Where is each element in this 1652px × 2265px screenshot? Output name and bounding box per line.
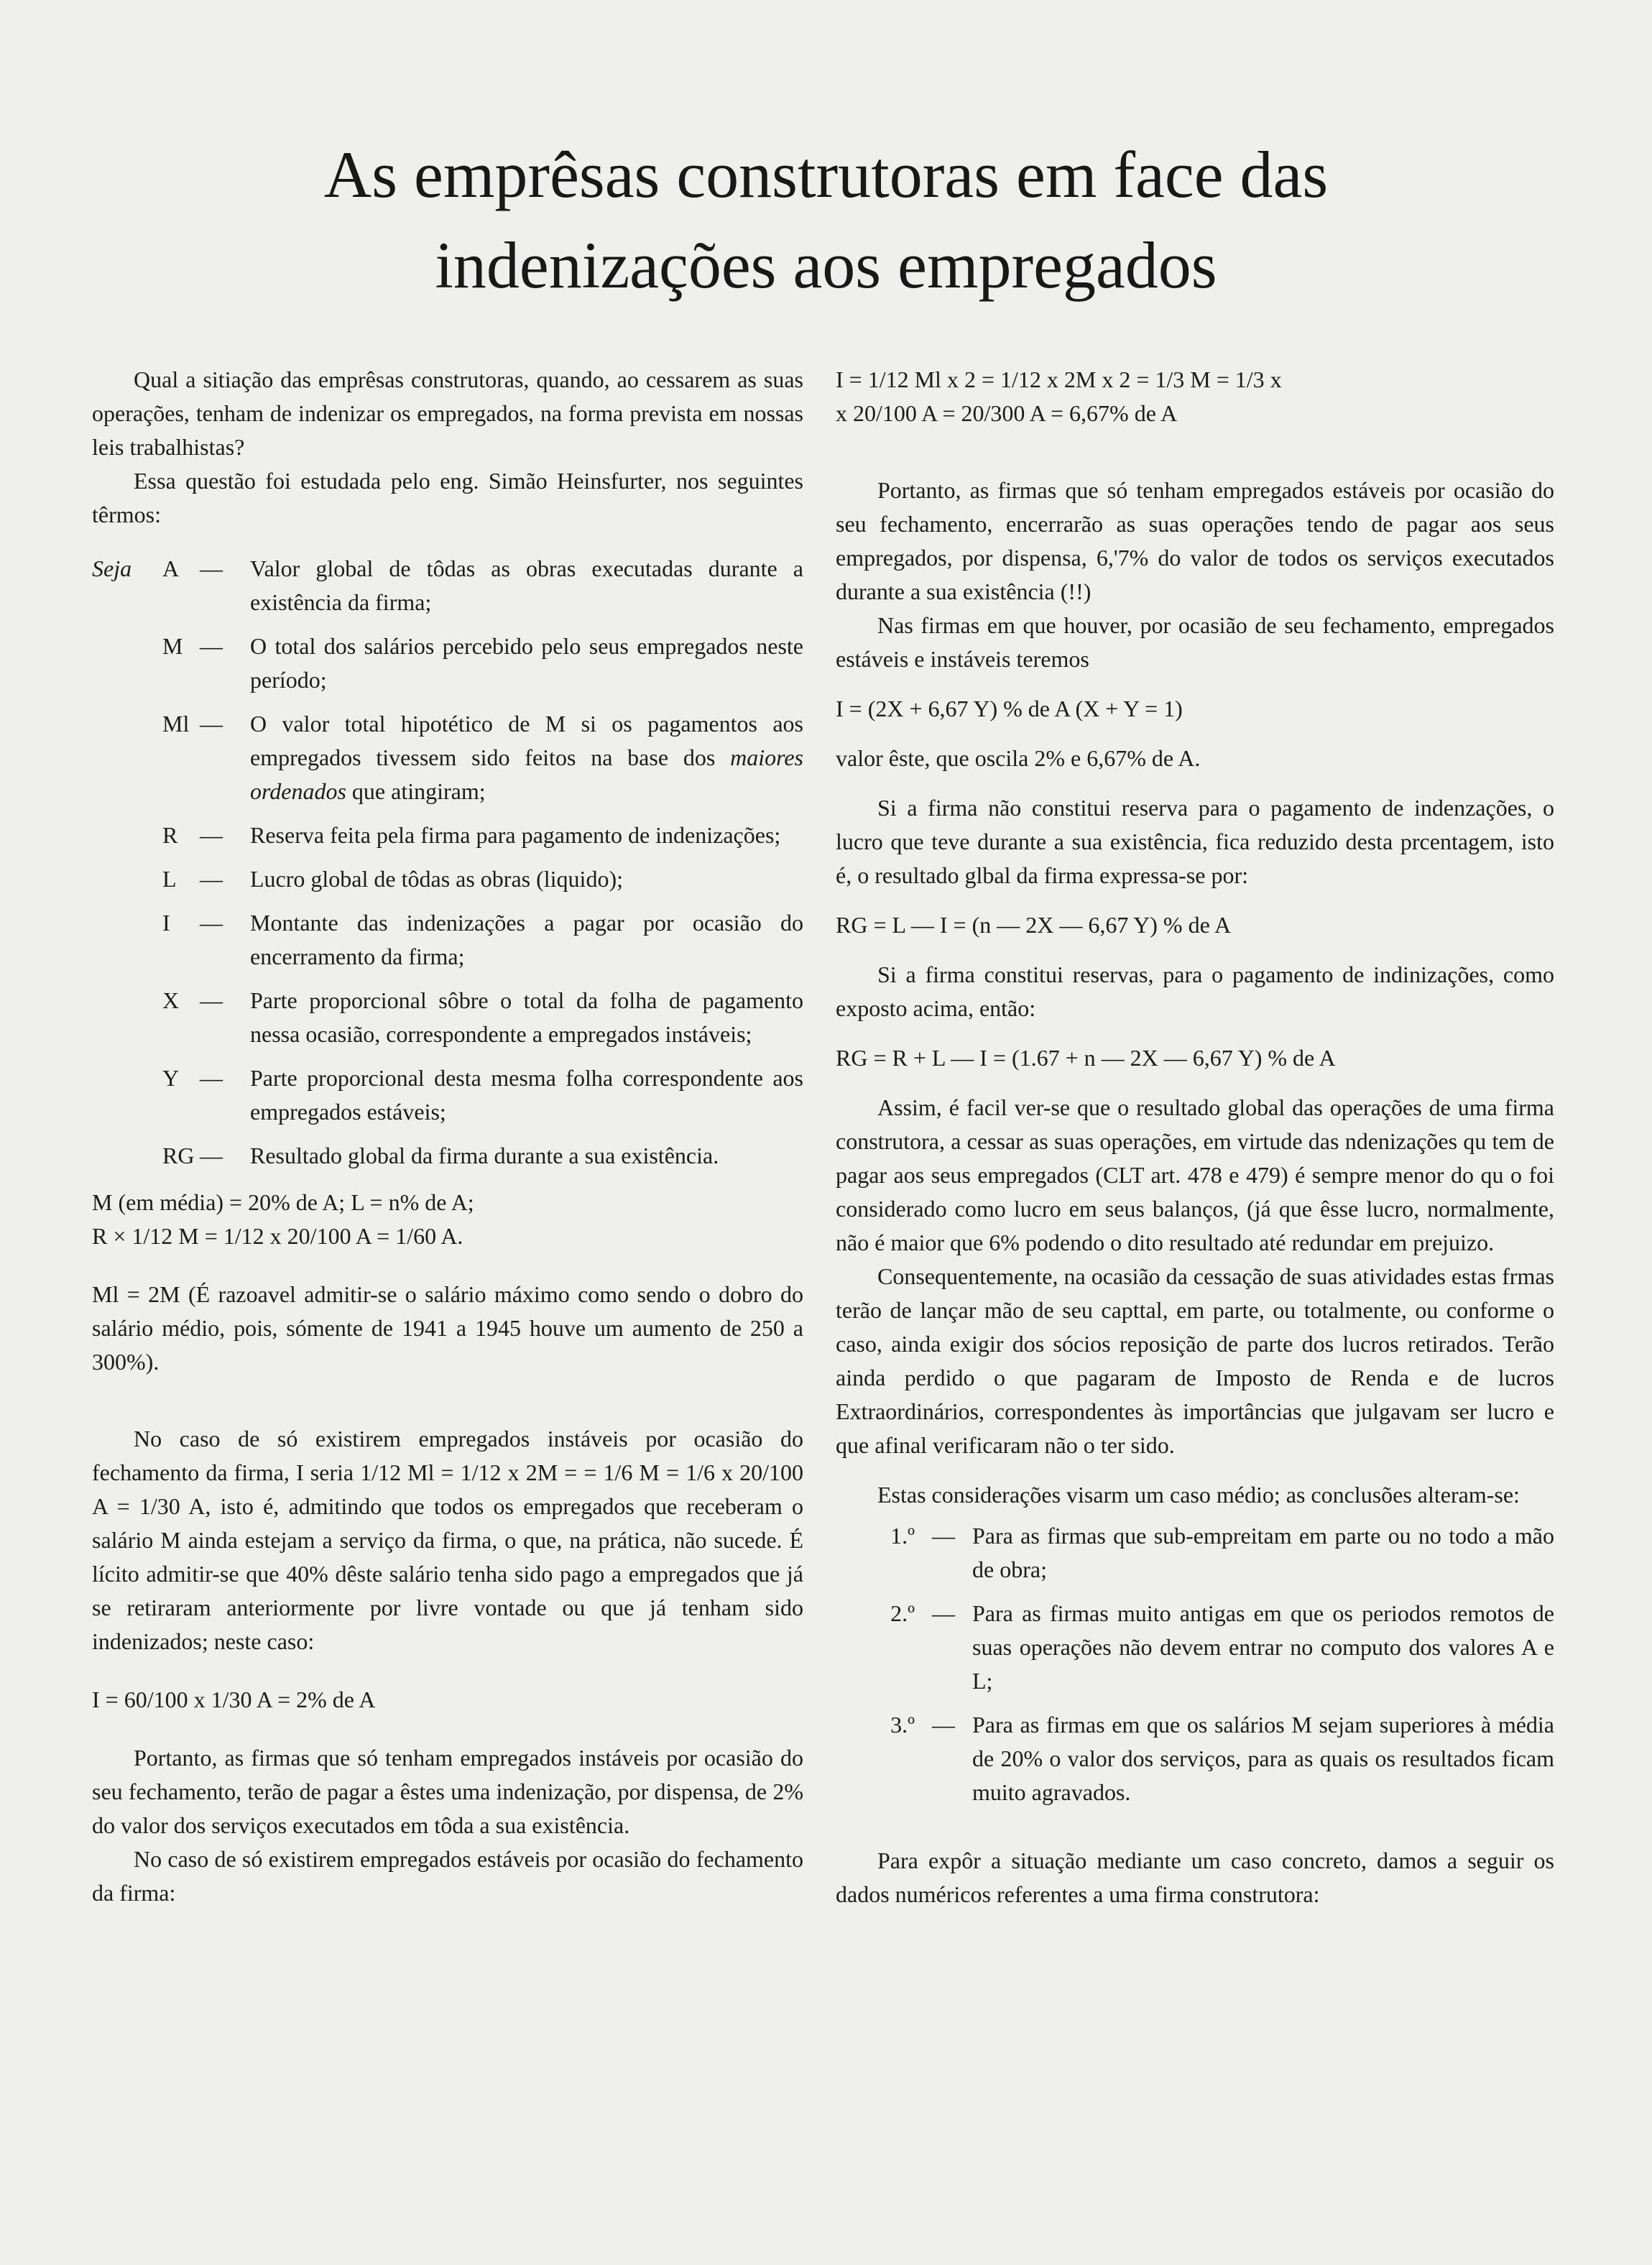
equation: RG = R + L — I = (1.67 + n — 2X — 6,67 Y) % de A: [836, 1045, 1336, 1071]
definition-text: O valor total hipotético de M si os pagamentos aos empregados tivessem sido feitos na base dos maiores ordenados que atingiram;: [250, 711, 803, 804]
list-item-text: Para as firmas em que os salários M sejam superiores à média de 20% o valor dos serviços, para as quais os resultados ficam muito agravados.: [972, 1712, 1554, 1805]
definition-symbol: A: [162, 555, 180, 581]
definition-symbol: Ml: [162, 711, 190, 737]
definition-text: O total dos salários percebido pelo seus empregados neste período;: [250, 633, 803, 693]
paragraph: valor êste, que oscila 2% e 6,67% de A.: [836, 745, 1201, 771]
paragraph: Ml = 2M (É razoavel admitir-se o salário máximo como sendo o dobro do salário médio, pois, sómente de 1941 a 1945 houve um aumento de 250 a 300%).: [92, 1281, 803, 1375]
paragraph: Consequentemente, na ocasião da cessação de suas atividades estas frmas terão de lançar mão de seu capttal, em parte, ou totalmente, ou conforme o caso, ainda exigir dos sócios reposição de parte dos lucros retirados. Terão ainda perdido o que pagaram de Imposto de Renda e de lucros Extraordinários, correspondentes às importâncias que julgavam ser lucro e que afinal verificaram não o ter sido.: [836, 1263, 1554, 1458]
definition-dash: —: [200, 910, 223, 936]
list-item-number: 2.º: [890, 1600, 915, 1626]
definition-item: [92, 629, 803, 697]
definition-item: [92, 1139, 803, 1173]
paragraph: No caso de só existirem empregados estáveis por ocasião do fechamento da firma:: [92, 1846, 803, 1906]
definition-symbol: I: [162, 910, 170, 936]
definition-dash: —: [200, 822, 223, 848]
list-item: [836, 1708, 1554, 1809]
list-item-text: Para as firmas muito antigas em que os periodos remotos de suas operações não devem entrar no computo dos valores A e L;: [972, 1600, 1554, 1694]
emphasis-text: maiores ordenados: [250, 744, 803, 804]
definition-text: Valor global de tôdas as obras executadas durante a existência da firma;: [250, 555, 803, 615]
paragraph: Assim, é facil ver-se que o resultado global das operações de uma firma construtora, a cessar as suas operações, em virtude das ndenizações qu tem de pagar aos seus empregados (CLT art. 478 e 479) é sempre menor do qu o foi considerado como lucro em seus balanços, (já que êsse lucro, normalmente, não é maior que 6% podendo o dito resultado até redundar em prejuizo.: [836, 1094, 1554, 1255]
left-column: [92, 363, 803, 1910]
equation: R × 1/12 M = 1/12 x 20/100 A = 1/60 A.: [92, 1223, 463, 1249]
definition-dash: —: [200, 711, 223, 737]
conclusions-list: [836, 1519, 1554, 1809]
definition-item: [92, 984, 803, 1051]
list-item: [836, 1519, 1554, 1587]
list-item-dash: —: [932, 1600, 955, 1626]
definition-dash: —: [200, 866, 223, 892]
definition-symbol: M: [162, 633, 183, 659]
definition-dash: —: [200, 1143, 223, 1168]
intro-paragraph: Qual a sitiação das emprêsas construtoras, quando, ao cessarem as suas operações, tenham de indenizar os empregados, na forma prevista em nossas leis trabalhistas?: [92, 366, 803, 460]
definition-dash: —: [200, 987, 223, 1013]
equation: M (em média) = 20% de A; L = n% de A;: [92, 1189, 474, 1215]
definition-text: Lucro global de tôdas as obras (liquido);: [250, 866, 623, 892]
list-item-text: Para as firmas que sub-empreitam em parte ou no todo a mão de obra;: [972, 1523, 1554, 1582]
paragraph: Para expôr a situação mediante um caso concreto, damos a seguir os dados numéricos referentes a uma firma construtora:: [836, 1847, 1554, 1907]
definition-text: Reserva feita pela firma para pagamento de indenizações;: [250, 822, 781, 848]
page-title: [0, 129, 1652, 310]
right-column: [836, 363, 1554, 1911]
intro-paragraph-2: Essa questão foi estudada pelo eng. Simão Heinsfurter, nos seguintes têrmos:: [92, 468, 803, 527]
definitions-list: [92, 552, 803, 1173]
equation: I = (2X + 6,67 Y) % de A (X + Y = 1): [836, 696, 1183, 721]
definition-item: [92, 906, 803, 974]
list-item-number: 1.º: [890, 1523, 915, 1549]
title-line-2: indenizações aos empregados: [435, 229, 1217, 302]
definition-symbol: L: [162, 866, 177, 892]
paragraph: Nas firmas em que houver, por ocasião de seu fechamento, empregados estáveis e instáveis teremos: [836, 612, 1554, 672]
paragraph: Si a firma não constitui reserva para o pagamento de indenzações, o lucro que teve durante a sua existência, fica reduzido desta prcentagem, isto é, o resultado glbal da firma expressa-se por:: [836, 795, 1554, 888]
paragraph: Portanto, as firmas que só tenham empregados estáveis por ocasião do seu fechamento, encerrarão as suas operações tendo de pagar aos seus empregados, por dispensa, 6,'7% do valor de todos os serviços executados durante a sua existência (!!): [836, 477, 1554, 604]
definition-item: [92, 552, 803, 619]
list-item: [836, 1597, 1554, 1698]
seja-label: Seja: [92, 555, 132, 581]
definition-item: [92, 707, 803, 808]
list-item-dash: —: [932, 1712, 955, 1738]
definition-symbol: Y: [162, 1065, 180, 1091]
definition-text: Parte proporcional sôbre o total da folha de pagamento nessa ocasião, correspondente a empregados instáveis;: [250, 987, 803, 1047]
list-item-dash: —: [932, 1523, 955, 1549]
paragraph: Estas considerações visarm um caso médio; as conclusões alteram-se:: [877, 1482, 1520, 1508]
definition-symbol: X: [162, 987, 180, 1013]
equation: I = 1/12 Ml x 2 = 1/12 x 2M x 2 = 1/3 M = 1/3 x: [836, 366, 1282, 392]
definition-item: [92, 1061, 803, 1129]
definition-text: Parte proporcional desta mesma folha correspondente aos empregados estáveis;: [250, 1065, 803, 1125]
definition-dash: —: [200, 555, 223, 581]
paragraph: Si a firma constitui reservas, para o pagamento de indinizações, como exposto acima, então:: [836, 961, 1554, 1021]
equation: x 20/100 A = 20/300 A = 6,67% de A: [836, 400, 1178, 426]
definition-item: [92, 862, 803, 896]
definition-dash: —: [200, 633, 223, 659]
definition-text: Montante das indenizações a pagar por ocasião do encerramento da firma;: [250, 910, 803, 969]
definition-dash: —: [200, 1065, 223, 1091]
definition-item: [92, 818, 803, 852]
title-line-1: As emprêsas construtoras em face das: [323, 138, 1329, 211]
definition-text: Resultado global da firma durante a sua existência.: [250, 1143, 719, 1168]
definition-symbol: R: [162, 822, 178, 848]
paragraph: Portanto, as firmas que só tenham empregados instáveis por ocasião do seu fechamento, terão de pagar a êstes uma indenização, por dispensa, de 2% do valor dos serviços executados em tôda a sua existência.: [92, 1745, 803, 1838]
paragraph: No caso de só existirem empregados instáveis por ocasião do fechamento da firma, I seria 1/12 Ml = 1/12 x 2M = = 1/6 M = 1/6 x 20/100 A = 1/30 A, isto é, admitindo que todos os empregados que receberam o salário M ainda estejam a serviço da firma, o que, na prática, não sucede. É lícito admitir-se que 40% dêste salário tenha sido pago a empregados que já se retiraram anteriormente por livre vontade ou que já tenham sido indenizados; neste caso:: [92, 1426, 803, 1654]
definition-symbol: RG: [162, 1143, 195, 1168]
equation: I = 60/100 x 1/30 A = 2% de A: [92, 1687, 376, 1712]
equation: RG = L — I = (n — 2X — 6,67 Y) % de A: [836, 912, 1232, 938]
list-item-number: 3.º: [890, 1712, 915, 1738]
